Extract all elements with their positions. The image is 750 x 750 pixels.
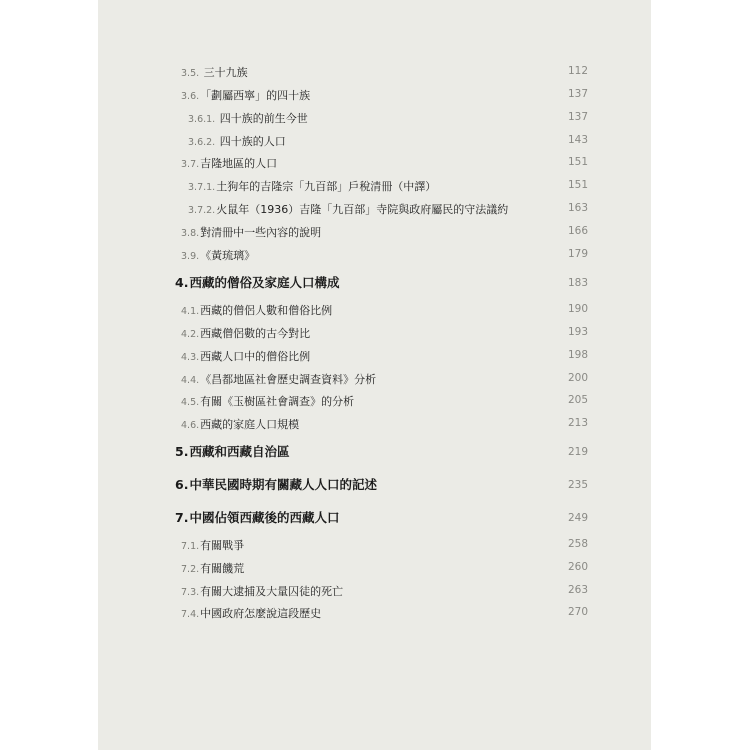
toc-entry bbox=[181, 62, 248, 80]
toc-chapter-title: 中國佔領西藏後的西藏人口 bbox=[189, 510, 340, 525]
toc-entry-title: 《黃琉璃》 bbox=[200, 249, 256, 262]
toc-entry-number: 3.5. bbox=[181, 68, 200, 79]
toc-entry-page: 151 bbox=[568, 156, 589, 168]
toc-entry-title: 西藏的家庭人口規模 bbox=[200, 418, 300, 431]
toc-entry-title: 有關大逮捕及大量囚徒的死亡 bbox=[200, 585, 344, 598]
toc-entry bbox=[181, 369, 376, 387]
toc-entry-page: 112 bbox=[568, 65, 589, 77]
toc-chapter-page: 235 bbox=[568, 479, 589, 491]
toc-chapter bbox=[175, 475, 377, 493]
toc-entry-title: 四十族的前生今世 bbox=[216, 112, 308, 125]
toc-chapter-page: 219 bbox=[568, 446, 589, 458]
toc-entry-number: 3.6.1. bbox=[188, 114, 216, 125]
toc-entry-number: 7.2. bbox=[181, 564, 200, 575]
toc-entry bbox=[181, 581, 343, 599]
toc-entry-title: 西藏的僧侶人數和僧俗比例 bbox=[200, 304, 333, 317]
toc-entry-page: 163 bbox=[568, 202, 589, 214]
toc-entry-page: 205 bbox=[568, 394, 589, 406]
toc-entry bbox=[181, 245, 255, 263]
toc-chapter-number: 7. bbox=[175, 510, 189, 525]
toc-entry-page: 179 bbox=[568, 248, 589, 260]
toc-entry bbox=[181, 558, 244, 576]
table-of-contents bbox=[98, 0, 651, 750]
toc-entry bbox=[188, 131, 286, 149]
toc-entry bbox=[181, 603, 321, 621]
toc-entry-number: 4.5. bbox=[181, 397, 200, 408]
toc-entry-page: 151 bbox=[568, 179, 589, 191]
toc-entry-page: 198 bbox=[568, 349, 589, 361]
toc-entry-number: 3.7.1. bbox=[188, 182, 216, 193]
toc-entry-title: 有關戰爭 bbox=[200, 539, 245, 552]
toc-chapter-page: 183 bbox=[568, 277, 589, 289]
toc-entry-number: 3.7. bbox=[181, 159, 200, 170]
toc-chapter-title: 西藏的僧俗及家庭人口構成 bbox=[189, 275, 340, 290]
toc-entry bbox=[181, 535, 244, 553]
toc-entry-page: 258 bbox=[568, 538, 589, 550]
toc-entry-page: 263 bbox=[568, 584, 589, 596]
toc-entry-title: 有關饑荒 bbox=[200, 562, 245, 575]
toc-entry-title: 四十族的人口 bbox=[216, 135, 286, 148]
toc-chapter bbox=[175, 508, 339, 526]
book-page bbox=[98, 0, 651, 750]
toc-entry-number: 3.6.2. bbox=[188, 137, 216, 148]
toc-entry-number: 4.4. bbox=[181, 375, 200, 386]
toc-entry-number: 4.6. bbox=[181, 420, 200, 431]
toc-entry-page: 166 bbox=[568, 225, 589, 237]
toc-entry-page: 137 bbox=[568, 111, 589, 123]
toc-chapter-title: 中華民國時期有關藏人人口的記述 bbox=[189, 477, 377, 492]
toc-entry-number: 3.9. bbox=[181, 251, 200, 262]
toc-chapter bbox=[175, 442, 289, 460]
toc-chapter-number: 5. bbox=[175, 444, 189, 459]
toc-entry bbox=[181, 85, 310, 103]
toc-entry bbox=[188, 199, 508, 217]
toc-chapter-number: 6. bbox=[175, 477, 189, 492]
toc-entry-number: 3.7.2. bbox=[188, 205, 216, 216]
toc-entry-page: 137 bbox=[568, 88, 589, 100]
toc-entry bbox=[181, 391, 354, 409]
toc-entry-page: 270 bbox=[568, 606, 589, 618]
toc-entry bbox=[181, 323, 310, 341]
toc-entry bbox=[181, 300, 332, 318]
toc-entry-title: 有關《玉樹區社會調查》的分析 bbox=[200, 395, 355, 408]
toc-chapter-title: 西藏和西藏自治區 bbox=[189, 444, 290, 459]
toc-entry bbox=[188, 108, 308, 126]
toc-entry bbox=[181, 346, 310, 364]
toc-entry-page: 213 bbox=[568, 417, 589, 429]
toc-entry-title: 「劃屬西寧」的四十族 bbox=[200, 89, 311, 102]
toc-entry-number: 3.6. bbox=[181, 91, 200, 102]
toc-entry-page: 190 bbox=[568, 303, 589, 315]
toc-chapter-page: 249 bbox=[568, 512, 589, 524]
toc-entry bbox=[181, 153, 277, 171]
toc-entry-title: 西藏人口中的僧俗比例 bbox=[200, 350, 311, 363]
toc-entry-number: 4.2. bbox=[181, 329, 200, 340]
toc-entry-number: 4.1. bbox=[181, 306, 200, 317]
toc-entry-title: 火鼠年（1936）吉隆「九百部」寺院與政府屬民的守法議約 bbox=[216, 203, 509, 216]
toc-entry-title: 西藏僧侶數的古今對比 bbox=[200, 327, 311, 340]
toc-entry-number: 7.3. bbox=[181, 587, 200, 598]
toc-chapter-number: 4. bbox=[175, 275, 189, 290]
toc-entry-number: 4.3. bbox=[181, 352, 200, 363]
toc-entry-number: 7.4. bbox=[181, 609, 200, 620]
toc-entry-page: 143 bbox=[568, 134, 589, 146]
toc-entry-number: 3.8. bbox=[181, 228, 200, 239]
toc-entry-title: 吉隆地區的人口 bbox=[200, 157, 278, 170]
toc-entry bbox=[181, 222, 321, 240]
toc-entry-page: 260 bbox=[568, 561, 589, 573]
toc-entry-title: 土狗年的吉隆宗「九百部」戶稅清冊（中譯） bbox=[216, 180, 437, 193]
toc-entry-title: 《昌都地區社會歷史調查資料》分析 bbox=[200, 373, 377, 386]
toc-entry-title: 中國政府怎麼說這段歷史 bbox=[200, 607, 322, 620]
toc-entry-title: 三十九族 bbox=[200, 66, 248, 79]
toc-entry bbox=[181, 414, 299, 432]
toc-entry-page: 200 bbox=[568, 372, 589, 384]
toc-entry-title: 對清冊中一些內容的說明 bbox=[200, 226, 322, 239]
toc-chapter bbox=[175, 273, 339, 291]
toc-entry-number: 7.1. bbox=[181, 541, 200, 552]
toc-entry bbox=[188, 176, 436, 194]
toc-entry-page: 193 bbox=[568, 326, 589, 338]
